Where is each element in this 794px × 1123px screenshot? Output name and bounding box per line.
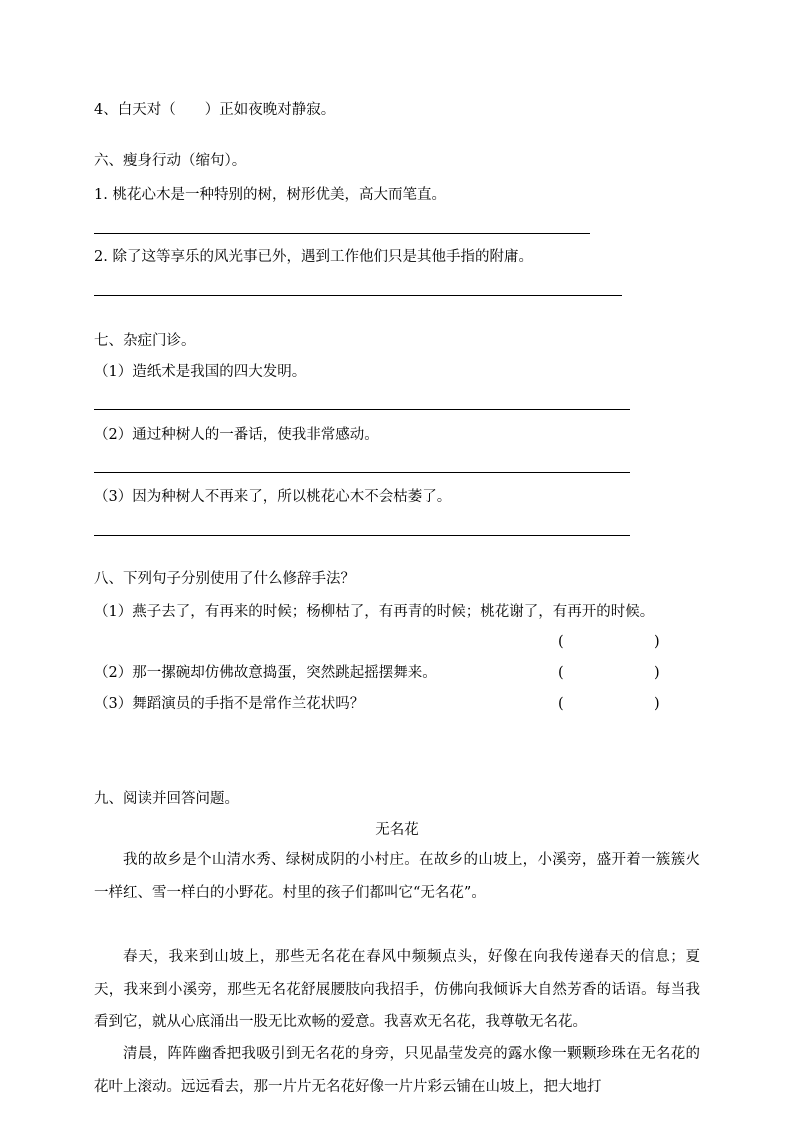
section-8-item-3: （3）舞蹈演员的手指不是常作兰花状吗？ <box>94 696 365 712</box>
section-8-item-2: （2）那一摞碗却仿佛故意捣蛋，突然跳起摇摆舞来。 <box>94 665 437 681</box>
answer-line-6-2 <box>94 295 622 296</box>
article-title: 无名花 <box>375 822 419 838</box>
answer-paren-close-3: ) <box>654 696 660 712</box>
article-paragraph-1: 我的故乡是个山清水秀、绿树成阴的小村庄。在故乡的山坡上，小溪旁，盛开着一簇簇火一样红、雪一样白的小野花。村里的孩子们都叫它“无名花”。 <box>94 852 700 901</box>
answer-line-6-1 <box>94 233 590 234</box>
answer-line-7-1 <box>94 409 630 410</box>
section-8-item-1: （1）燕子去了，有再来的时候；杨柳枯了，有再青的时候；桃花谢了，有再开的时候。 <box>94 604 655 620</box>
section-7-item-3: （3）因为种树人不再来了，所以桃花心木不会枯萎了。 <box>94 489 452 505</box>
section-6-item-1: 1. 桃花心木是一种特别的树，树形优美，高大而笔直。 <box>94 187 446 203</box>
answer-line-7-2 <box>94 472 630 473</box>
section-8-heading: 八、下列句子分别使用了什么修辞手法？ <box>94 571 355 587</box>
section-7-item-1: （1）造纸术是我国的四大发明。 <box>94 364 307 380</box>
answer-paren-close-2: ) <box>654 665 660 681</box>
question-4: 4、白天对（ ）正如夜晚对静寂。 <box>94 102 336 118</box>
answer-paren-close-1: ) <box>654 634 660 650</box>
article-paragraph-2: 春天，我来到山坡上，那些无名花在春风中频频点头，好像在向我传递春天的信息；夏天，我来到小溪旁，那些无名花舒展腰肢向我招手，仿佛向我倾诉大自然芳香的话语。每当我看到它，就从心底涌出一股无比欢畅的爱意。我喜欢无名花，我尊敬无名花。 <box>94 949 700 1030</box>
section-6-item-2: 2. 除了这等享乐的风光事已外，遇到工作他们只是其他手指的附庸。 <box>94 249 533 265</box>
section-9-heading: 九、阅读并回答问题。 <box>94 791 239 807</box>
answer-paren-open-1: ( <box>558 634 564 650</box>
section-6-heading: 六、瘦身行动（缩句）。 <box>94 153 247 169</box>
section-7-item-2: （2）通过种树人的一番话，使我非常感动。 <box>94 427 379 443</box>
answer-paren-open-2: ( <box>558 665 564 681</box>
answer-paren-open-3: ( <box>558 696 564 712</box>
answer-line-7-3 <box>94 535 630 536</box>
article-paragraph-3: 清晨，阵阵幽香把我吸引到无名花的身旁，只见晶莹发亮的露水像一颗颗珍珠在无名花的花叶上滚动。远远看去，那一片片无名花好像一片片彩云铺在山坡上，把大地打 <box>94 1046 700 1095</box>
section-7-heading: 七、杂症门诊。 <box>94 333 196 349</box>
